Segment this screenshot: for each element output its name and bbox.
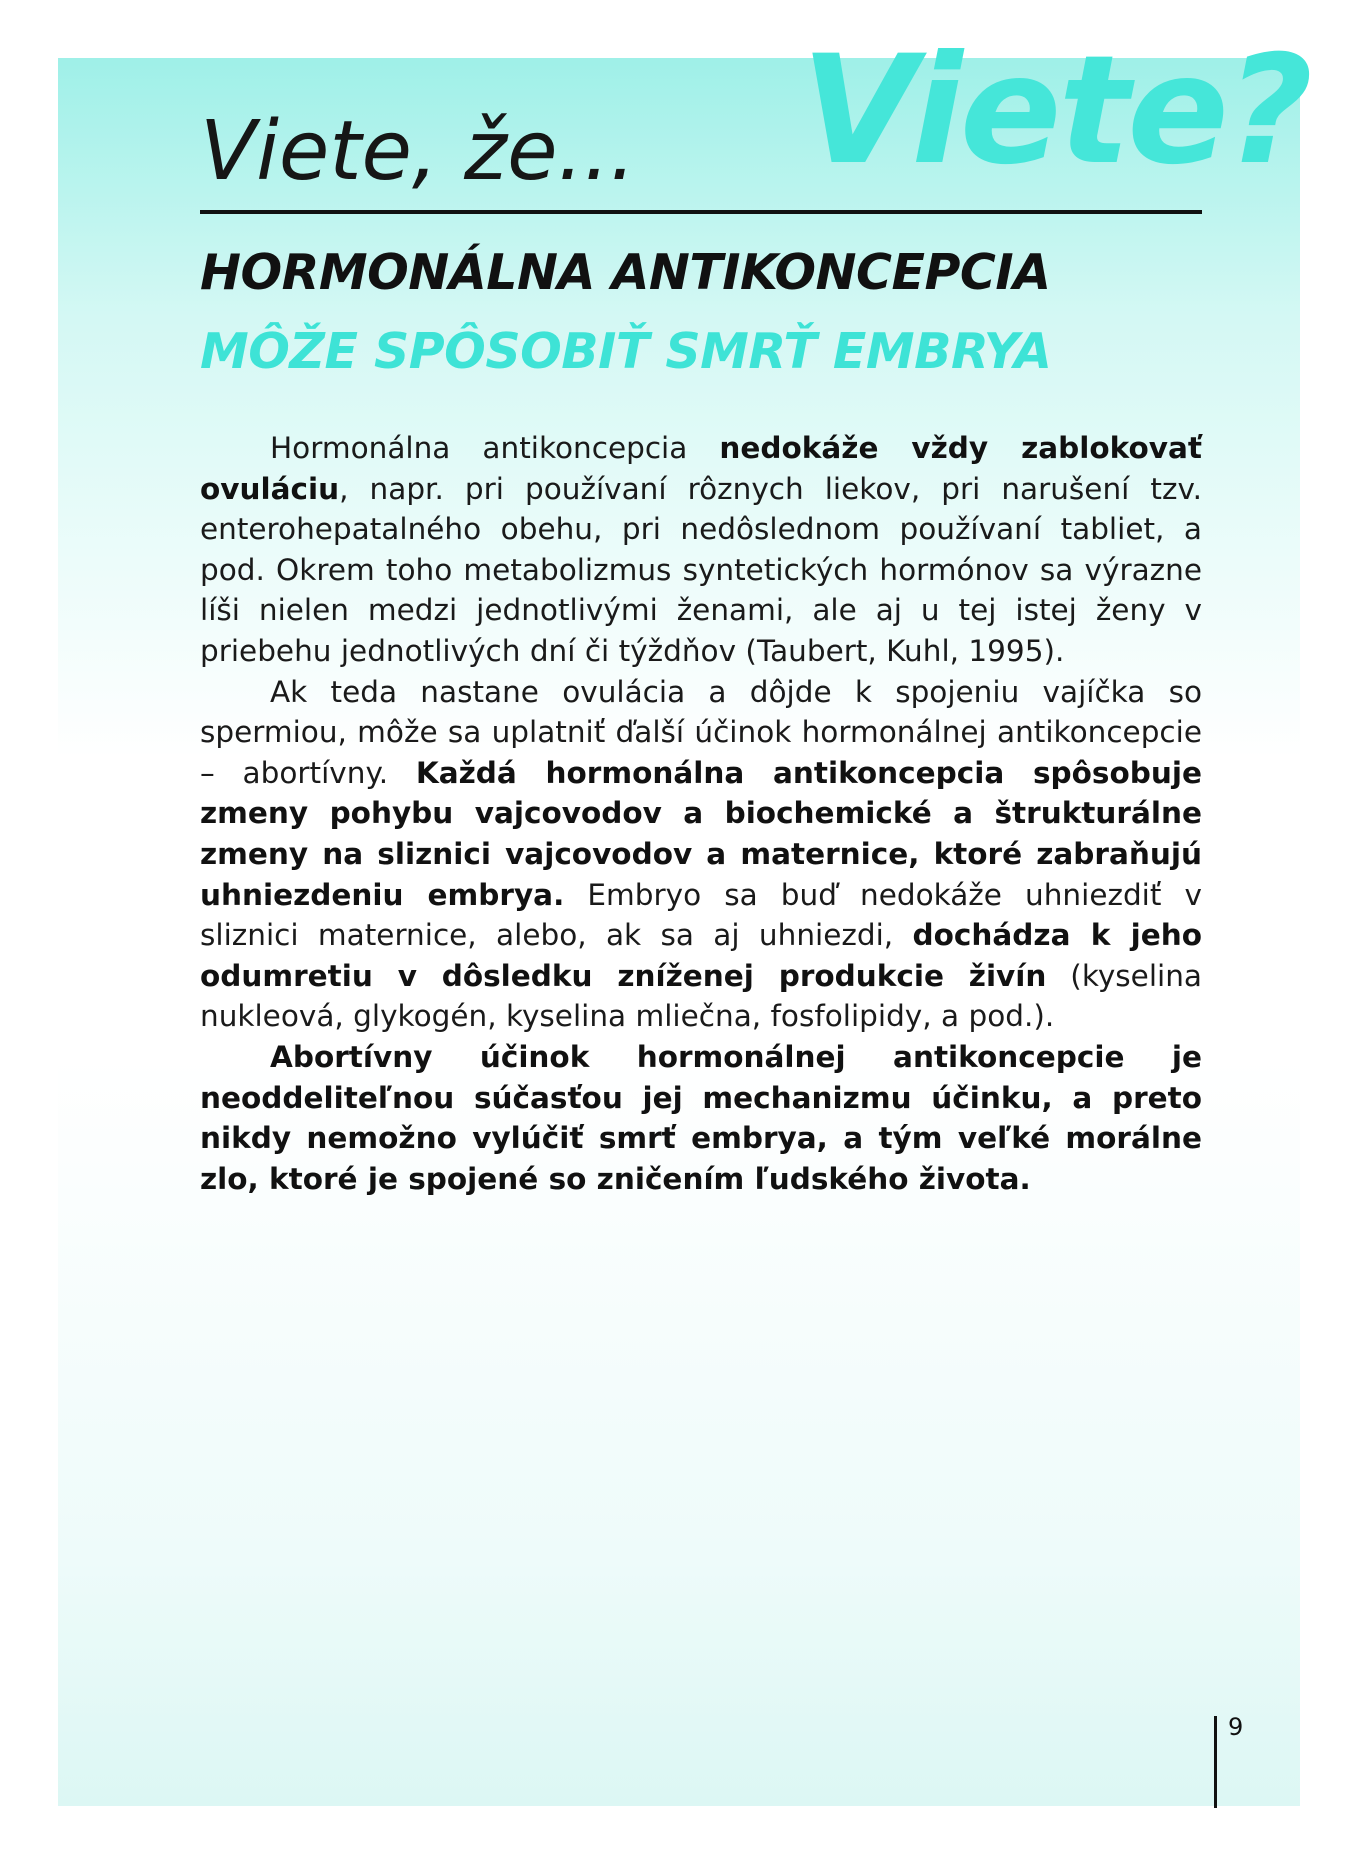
bold-text-run: Abortívny účinok hormonálnej antikoncepcie je neoddeliteľnou súčasťou jej mechanizmu účinku, a preto nikdy nemožno vylúčiť smrť embrya, a tým veľké morálne zlo, ktoré je spojené so zničením ľudského života. <box>200 1039 1202 1196</box>
article-body <box>200 428 1202 1199</box>
text-run: (kyselina nukleová, glykogén, kyselina mliečna, fosfolipidy, a pod.). <box>200 958 1202 1034</box>
bold-text-run: Každá hormonálna antikoncepcia spôsobuje zmeny pohybu vajcovodov a biochemické a štrukturálne zmeny na sliznici vajcovodov a maternice, ktoré zabraňujú uhniezdeniu embrya. <box>200 755 1202 912</box>
page-lead-heading: Viete, že... <box>200 104 636 199</box>
paragraph <box>200 1037 1202 1199</box>
text-run: , napr. pri používaní rôznych liekov, pri narušení tzv. enterohepatalného obehu, pri nedôslednom používaní tabliet, a pod. Okrem toho metabolizmus syntetických hormónov sa výrazne líši nielen medzi jednotlivými ženami, ale aj u tej istej ženy v priebehu jednotlivých dní či týždňov (Taubert, Kuhl, 1995). <box>200 471 1202 668</box>
paragraph <box>200 428 1202 672</box>
text-run: Hormonálna antikoncepcia <box>270 431 720 465</box>
heading-divider <box>200 210 1202 214</box>
bold-text-run: dochádza k jeho odumretiu v dôsledku zníženej produkcie živín <box>200 918 1202 993</box>
article-title-line-2: MÔŽE SPÔSOBIŤ SMRŤ EMBRYA <box>200 323 1052 380</box>
text-run: Ak teda nastane ovulácia a dôjde k spojeniu vajíčka so spermiou, môže sa uplatniť ďalší účinok hormonálnej antikoncepcie – abortívny. <box>200 674 1202 790</box>
page-number: 9 <box>1228 1713 1244 1741</box>
article-title-line-1: HORMONÁLNA ANTIKONCEPCIA <box>200 244 1051 301</box>
footer-divider <box>1214 1716 1217 1808</box>
decorative-heading: Viete? <box>800 24 1310 198</box>
text-run: Embryo sa buď nedokáže uhniezdiť v sliznici maternice, alebo, ak sa aj uhniezdi, <box>200 877 1203 953</box>
paragraph <box>200 672 1202 1037</box>
bold-text-run: nedokáže vždy zablokovať ovuláciu <box>200 431 1202 506</box>
